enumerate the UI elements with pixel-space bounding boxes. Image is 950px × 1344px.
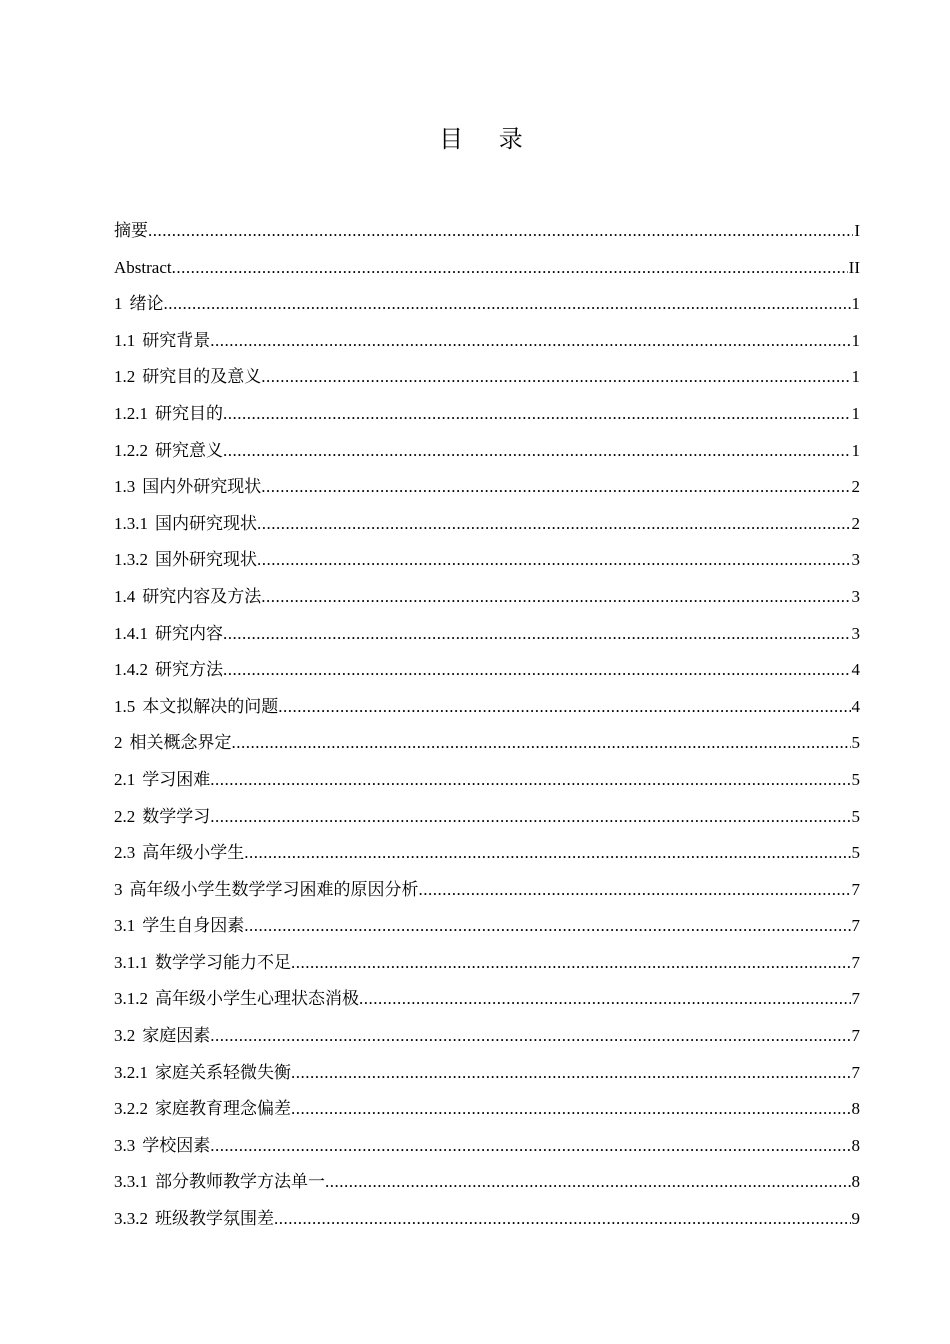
- toc-entry[interactable]: [114, 1164, 860, 1201]
- toc-entry-text: 部分教师教学方法单一: [155, 1172, 325, 1192]
- toc-entry-text: 研究背景: [142, 330, 211, 350]
- toc-entry-number: 1.2.1: [114, 403, 148, 423]
- toc-entry-label: [114, 1164, 325, 1201]
- toc-entry[interactable]: [114, 469, 860, 506]
- toc-entry-number: 1.2.2: [114, 440, 148, 460]
- toc-entry-text: 数学学习能力不足: [155, 952, 291, 972]
- toc-page-number: 7: [851, 916, 860, 936]
- toc-entry-label: [114, 762, 210, 799]
- toc-entry-label: [114, 872, 419, 909]
- toc-entry-text: 研究内容: [155, 623, 223, 643]
- toc-entry-text: 研究方法: [155, 660, 223, 680]
- toc-entry-text: 家庭因素: [142, 1026, 211, 1046]
- toc-entry-label: [114, 506, 257, 543]
- toc-entry[interactable]: [114, 579, 860, 616]
- toc-dot-leader: [257, 506, 851, 543]
- toc-entry-number: 1.4.1: [114, 623, 148, 643]
- toc-dot-leader: [359, 981, 851, 1018]
- toc-dot-leader: [164, 286, 851, 323]
- toc-entry[interactable]: [114, 689, 860, 726]
- toc-page-number: 7: [851, 952, 860, 972]
- toc-entry-number: 3: [114, 879, 123, 899]
- toc-entry-text: 研究内容及方法: [142, 586, 262, 606]
- toc-entry-text: 国内外研究现状: [142, 477, 262, 497]
- toc-page-number: 5: [851, 806, 860, 826]
- toc-entry-number: 2: [114, 733, 123, 753]
- toc-entry-text: 国外研究现状: [155, 550, 257, 570]
- toc-entry-label: [114, 469, 261, 506]
- toc-dot-leader: [232, 725, 851, 762]
- toc-entry-text: 学习困难: [142, 769, 211, 789]
- toc-dot-leader: [261, 359, 850, 396]
- toc-page-number: 1: [851, 294, 860, 314]
- toc-entry[interactable]: [114, 433, 860, 470]
- toc-entry[interactable]: [114, 1091, 860, 1128]
- toc-entry-label: [114, 286, 164, 323]
- toc-dot-leader: [244, 908, 850, 945]
- toc-entry-number: 3.2.2: [114, 1099, 148, 1119]
- toc-entry[interactable]: [114, 323, 860, 360]
- toc-dot-leader: [172, 250, 848, 287]
- toc-entry-text: 研究目的: [155, 403, 223, 423]
- toc-entry-text: 家庭关系轻微失衡: [155, 1062, 291, 1082]
- toc-entry-text: 学校因素: [142, 1135, 211, 1155]
- toc-page-number: 1: [851, 440, 860, 460]
- toc-entry[interactable]: [114, 835, 860, 872]
- toc-entry[interactable]: [114, 506, 860, 543]
- toc-entry-number: 3.2.1: [114, 1062, 148, 1082]
- toc-page-number: 8: [851, 1135, 860, 1155]
- toc-entry[interactable]: [114, 1018, 860, 1055]
- toc-entry-label: [114, 542, 257, 579]
- toc-entry-number: 1.5: [114, 696, 136, 716]
- toc-entry[interactable]: [114, 799, 860, 836]
- toc-dot-leader: [291, 1091, 851, 1128]
- toc-entry-label: [114, 323, 210, 360]
- toc-entry[interactable]: [114, 1055, 860, 1092]
- toc-entry[interactable]: [114, 652, 860, 689]
- toc-entry-label: [114, 799, 210, 836]
- toc-page-number: 2: [851, 513, 860, 533]
- toc-entry-text: 摘要: [114, 221, 148, 240]
- toc-entry-text: 班级教学氛围差: [155, 1209, 274, 1229]
- toc-entry[interactable]: [114, 945, 860, 982]
- toc-entry-label: [114, 1201, 274, 1238]
- toc-entry-number: 3.1.2: [114, 989, 148, 1009]
- toc-entry-text: 研究目的及意义: [142, 367, 262, 387]
- toc-page-number: 7: [851, 989, 860, 1009]
- toc-entry-label: [114, 433, 223, 470]
- toc-entry-label: [114, 1128, 210, 1165]
- toc-entry-number: 2.3: [114, 843, 136, 863]
- toc-entry-number: 1.3.1: [114, 513, 148, 533]
- toc-entry-label: [114, 981, 359, 1018]
- toc-page-number: 3: [851, 623, 860, 643]
- toc-entry-label: [114, 945, 291, 982]
- toc-entry-text: Abstract: [114, 257, 172, 277]
- toc-page-number: 7: [851, 879, 860, 899]
- toc-entry[interactable]: [114, 725, 860, 762]
- toc-entry-label: [114, 616, 223, 653]
- toc-entry-text: 高年级小学生数学学习困难的原因分析: [129, 879, 419, 899]
- toc-page-number: 4: [851, 660, 860, 680]
- toc-entry-text: 本文拟解决的问题: [142, 696, 279, 716]
- toc-page-number: 1: [851, 403, 860, 423]
- toc-page-number: 3: [851, 586, 860, 606]
- toc-entry-number: 3.2: [114, 1026, 136, 1046]
- toc-dot-leader: [148, 213, 853, 250]
- toc-entry-label: [114, 835, 244, 872]
- toc-entry-text: 相关概念界定: [129, 733, 232, 753]
- toc-entry[interactable]: [114, 542, 860, 579]
- toc-page-number: 3: [851, 550, 860, 570]
- toc-page-number: 7: [851, 1062, 860, 1082]
- toc-dot-leader: [210, 799, 850, 836]
- toc-dot-leader: [223, 396, 851, 433]
- toc-entry[interactable]: [114, 872, 860, 909]
- toc-entry-label: [114, 652, 223, 689]
- toc-list: [114, 213, 860, 1238]
- toc-entry-label: [114, 579, 261, 616]
- toc-entry-number: 1.3.2: [114, 550, 148, 570]
- toc-entry-label: [114, 1055, 291, 1092]
- toc-title: 目 录: [439, 125, 537, 153]
- toc-entry[interactable]: [114, 359, 860, 396]
- toc-entry[interactable]: [114, 213, 860, 250]
- toc-entry[interactable]: [114, 981, 860, 1018]
- toc-entry-text: 学生自身因素: [142, 916, 245, 936]
- toc-entry-text: 绪论: [129, 294, 164, 314]
- toc-entry-label: [114, 396, 223, 433]
- toc-entry[interactable]: [114, 616, 860, 653]
- toc-dot-leader: [278, 689, 850, 726]
- toc-dot-leader: [210, 1018, 850, 1055]
- toc-page-number: 9: [851, 1209, 860, 1229]
- toc-page-number: 2: [851, 477, 860, 497]
- toc-entry-label: [114, 1018, 210, 1055]
- toc-entry-number: 2.1: [114, 769, 136, 789]
- toc-page-number: II: [848, 257, 860, 277]
- toc-entry[interactable]: [114, 286, 860, 323]
- toc-dot-leader: [223, 433, 851, 470]
- toc-page-number: 5: [851, 769, 860, 789]
- toc-entry-number: 1.4.2: [114, 660, 148, 680]
- toc-entry-text: 高年级小学生心理状态消极: [155, 989, 359, 1009]
- toc-entry[interactable]: [114, 250, 860, 287]
- toc-entry-label: [114, 359, 261, 396]
- toc-page-number: 5: [851, 843, 860, 863]
- toc-dot-leader: [223, 616, 851, 653]
- toc-dot-leader: [244, 835, 850, 872]
- toc-entry-label: [114, 689, 278, 726]
- toc-entry-number: 3.3.1: [114, 1172, 148, 1192]
- toc-entry[interactable]: [114, 908, 860, 945]
- toc-entry-number: 3.3: [114, 1135, 136, 1155]
- toc-page-number: I: [854, 221, 860, 240]
- toc-page-number: 8: [851, 1172, 860, 1192]
- toc-entry-label: [114, 1091, 291, 1128]
- toc-entry[interactable]: [114, 762, 860, 799]
- toc-entry-text: 研究意义: [155, 440, 223, 460]
- toc-page-number: 8: [851, 1099, 860, 1119]
- toc-dot-leader: [210, 762, 850, 799]
- toc-page-number: 4: [851, 696, 860, 716]
- toc-dot-leader: [257, 542, 851, 579]
- toc-entry-label: [114, 908, 244, 945]
- toc-entry-text: 高年级小学生: [142, 843, 245, 863]
- toc-entry-number: 1.4: [114, 586, 136, 606]
- toc-dot-leader: [261, 469, 850, 506]
- toc-entry-label: [114, 250, 172, 287]
- toc-page-number: 7: [851, 1026, 860, 1046]
- toc-page-number: 1: [851, 330, 860, 350]
- toc-dot-leader: [325, 1164, 851, 1201]
- toc-entry-text: 家庭教育理念偏差: [155, 1099, 291, 1119]
- toc-entry-number: 1.1: [114, 330, 136, 350]
- toc-entry[interactable]: [114, 396, 860, 433]
- toc-dot-leader: [274, 1201, 851, 1238]
- toc-entry-number: 3.1: [114, 916, 136, 936]
- toc-entry-number: 3.3.2: [114, 1209, 148, 1229]
- toc-entry-label: [114, 213, 148, 250]
- toc-dot-leader: [261, 579, 850, 616]
- toc-page-number: 1: [851, 367, 860, 387]
- toc-entry-number: 2.2: [114, 806, 136, 826]
- toc-entry[interactable]: [114, 1128, 860, 1165]
- toc-entry-number: 1.3: [114, 477, 136, 497]
- toc-dot-leader: [210, 323, 850, 360]
- toc-entry-text: 数学学习: [142, 806, 211, 826]
- toc-dot-leader: [210, 1128, 850, 1165]
- toc-entry-text: 国内研究现状: [155, 513, 257, 533]
- toc-dot-leader: [419, 872, 851, 909]
- toc-entry-number: 1.2: [114, 367, 136, 387]
- toc-entry-label: [114, 725, 232, 762]
- toc-entry-number: 3.1.1: [114, 952, 148, 972]
- toc-dot-leader: [223, 652, 851, 689]
- toc-entry[interactable]: [114, 1201, 860, 1238]
- toc-dot-leader: [291, 945, 851, 982]
- toc-dot-leader: [291, 1055, 851, 1092]
- toc-entry-number: 1: [114, 294, 123, 314]
- toc-page-number: 5: [851, 733, 860, 753]
